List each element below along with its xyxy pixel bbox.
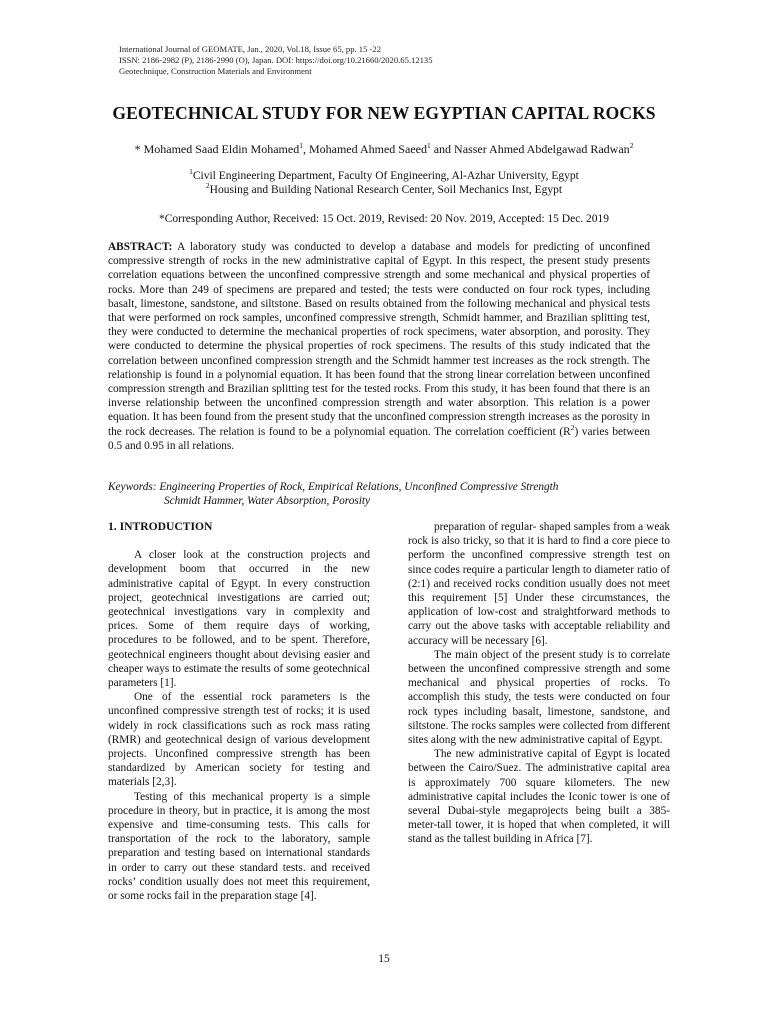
intro-paragraph-4: preparation of regular- shaped samples from a weak rock is also tricky, so that it is hard to find a core piece to perform the unconfined compressive strength test on since codes require a particular length to diameter ratio of (2:1) and received rocks condition usually does not meet this requirement [5] Under these circumstances, the application of low-cost and straightforward methods to carry out the above tasks with acceptable reliability and accuracy will be necessary [6]. [408, 521, 670, 647]
intro-paragraph-3: Testing of this mechanical property is a simple procedure in theory, but in practice, it is among the most expensive and time-consuming tests. This calls for transportation of the rock to the laboratory, sample preparation and testing based on international standards in order to carry out these standard tests. and received rocks’ condition usually does not meet this requirement, or some rocks fail in the preparation stage [4]. [108, 790, 370, 903]
keywords-line-2: Schmidt Hammer, Water Absorption, Porosity [164, 495, 371, 508]
author-2-affiliation: 1 [426, 141, 431, 150]
affiliation-1 [0, 169, 768, 183]
page-number: 15 [378, 953, 390, 965]
intro-paragraph-6: The new administrative capital of Egypt is located between the Cairo/Suez. The administrative capital area is approximately 700 square kilometers. The new administrative capital includes the Iconic tower is one of several Dubai-style megaprojects being built a 385-meter-tall tower, it is hoped that when completed, it will stand as the tallest building in Africa [7]. [408, 748, 670, 846]
intro-paragraph-1: A closer look at the construction projects and development boom that occurred in the new administrative capital of Egypt. In every construction project, geotechnical investigations are carried out; geotechnical investigations vary in complexity and prices. Some of them require days of working, procedures to be followed, and to be spent. Therefore, geotechnical engineers thought about devising easier and cheaper ways to estimate the results of some geotechnical parameters [1]. [108, 549, 370, 690]
right-column [408, 520, 670, 847]
author-2: , Mohamed Ahmed Saeed [302, 142, 427, 156]
affiliation-1-text: Civil Engineering Department, Faculty Of Engineering, Al-Azhar University, Egypt [192, 170, 579, 182]
author-3-affiliation: 2 [629, 141, 634, 150]
intro-paragraph-2: One of the essential rock parameters is the unconfined compressive strength test of rocks; it is used widely in rock classifications such as rock mass rating (RMR) and geotechnical design of various development projects. Unconfined compressive strength has been standardized by American society for testing and materials [2,3]. [108, 691, 370, 789]
journal-header [119, 44, 433, 77]
corresponding-author-dates: *Corresponding Author, Received: 15 Oct. 2019, Revised: 20 Nov. 2019, Accepted: 15 Dec. 2019 [158, 213, 610, 225]
abstract-text-end: ) varies between 0.5 and 0.95 in all relations. [108, 425, 650, 452]
abstract-r2-superscript: 2 [570, 422, 575, 432]
author-1: * Mohamed Saad Eldin Mohamed [134, 142, 300, 156]
abstract [108, 240, 650, 453]
journal-section: Geotechnique, Construction Materials and Environment [119, 66, 312, 76]
journal-issn-doi: ISSN: 2186-2982 (P), 2186-2990 (O), Japan. DOI: https://doi.org/10.21660/2020.65.12135 [119, 55, 433, 65]
abstract-label: ABSTRACT: [108, 241, 173, 253]
keywords [108, 480, 558, 508]
left-column [108, 520, 370, 903]
author-list [0, 142, 768, 157]
section-heading-introduction: 1. INTRODUCTION [108, 520, 213, 533]
affiliation-2 [0, 183, 768, 197]
author-1-affiliation: 1 [299, 141, 303, 150]
affiliations [0, 169, 768, 197]
author-3: and Nasser Ahmed Abdelgawad Radwan [430, 142, 630, 156]
abstract-text: A laboratory study was conducted to develop a database and models for predicting of unconfined compressive strength of rocks in the new administrative capital of Egypt. In this respect, the present study presents correlation equations between the unconfined compressive strength and some mechanical and physical properties of rocks. More than 249 of specimens are prepared and tested; the tests were conducted on four rock types, including basalt, limestone, sandstone, and siltstone. Based on results obtained from the following mechanical and physical tests that were performed on rock samples, unconfined compressive strength, Schmidt hammer, and Brazilian splitting test, they were conducted to determine the mechanical properties of rock specimens, water absorption, and porosity. They were conducted to determine the physical properties of rock specimens. The results of this study indicated that the correlation between unconfined compression strength and the Schmidt hammer test increases as the rock strength. The relationship is found in a polynomial equation. It has been found that the strong linear correlation between unconfined compression strength and Brazilian splitting test for the tested rocks. From this study, it has been found that there is an inverse relationship between the unconfined compression strength and water absorption. This relation is a power equation. It has been found from the present study that the unconfined compression strength increases as the porosity in the rock decreases. The relation is found to be a polynomial equation. The correlation coefficient (R [108, 241, 650, 438]
affiliation-2-marker: 2 [205, 181, 210, 191]
intro-paragraph-5: The main object of the present study is to correlate between the unconfined compressive strength and some mechanical and physical properties of rocks. To accomplish this study, the tests were conducted on four rock types including basalt, limestone, sandstone, and siltstone. The rocks samples were collected from different sites along with the new administrative capital of Egypt. [408, 648, 670, 747]
keywords-line-1: Keywords: Engineering Properties of Rock, Empirical Relations, Unconfined Compressive Strength [108, 481, 559, 493]
paper-title: GEOTECHNICAL STUDY FOR NEW EGYPTIAN CAPITAL ROCKS [112, 103, 656, 123]
affiliation-1-marker: 1 [189, 167, 193, 177]
affiliation-2-text: Housing and Building National Research Center, Soil Mechanics Inst, Egypt [209, 184, 563, 196]
journal-citation: International Journal of GEOMATE, Jan., 2020, Vol.18, Issue 65, pp. 15 -22 [119, 44, 381, 54]
